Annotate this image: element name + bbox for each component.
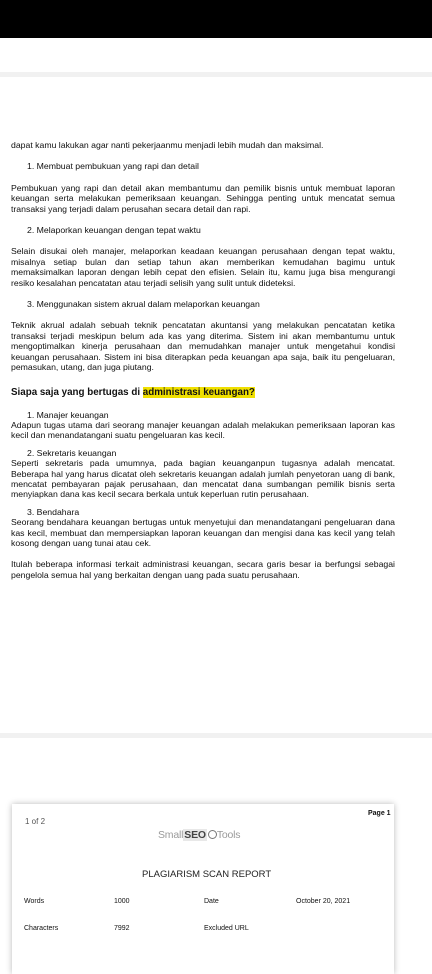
logo-small: Small [158,829,184,841]
point-1-paragraph: Pembukuan yang rapi dan detail akan membantumu dan pemilik bisnis untuk membuat laporan keuangan serta melakukan pemeriksaan keuangan. Sehingga penting untuk mencatat semua transaksi yang terjadi dalam perusahan secara detail dan rapi. [11,182,395,214]
intro-paragraph: dapat kamu lakukan agar nanti pekerjaanmu menjadi lebih mudah dan maksimal. [11,140,324,150]
smallseotools-logo [158,829,240,841]
point-3-label: 3. Menggunakan sistem akrual dalam melaporkan keuangan [27,299,260,310]
document-page [11,140,395,580]
logo-tools: Tools [216,829,241,841]
characters-label: Characters [24,925,59,932]
role-1-label: 1. Manajer keuangan [27,409,109,420]
magnifier-icon [208,830,217,839]
role-2-label: 2. Sekretaris keuangan [27,447,117,458]
excluded-url-label: Excluded URL [204,925,249,932]
date-value: October 20, 2021 [296,898,351,905]
page-separator-bottom [0,733,432,738]
point-3-paragraph: Teknik akrual adalah sebuah teknik pencatatan akuntansi yang melakukan pencatatan ketika transaksi terjadi meskipun belum ada kas yang diterima. Sistem ini akan membantumu untuk mengoptimalkan kinerja perusahaan dan memudahkan manajer untuk mengetahui kondisi keuangan perusahaan. Sistem ini bisa diterapkan peda keuangan apa saja, baik itu pengeluaran, pemasukan, utang, dan juga piutang. [11,320,395,373]
characters-value: 7992 [114,925,130,932]
point-1-label: 1. Membuat pembukuan yang rapi dan detail [27,161,199,172]
words-label: Words [24,898,45,905]
page-number: Page 1 [368,810,391,817]
role-3-paragraph: Seorang bendahara keuangan bertugas untuk menyetujui dan menandatangani pengeluaran dana kas kecil, membuat dan mempersiapkan laporan keuangan dan mengisi dana kas kecil yang telah kosong dengan uang tunai atau cek. [11,517,395,548]
closing-paragraph: Itulah beberapa informasi terkait administrasi keuangan, secara garis besar ia berfungsi sebagai pengelola semua hal yang berkaitan dengan uang pada suatu perusahaan. [11,559,395,580]
page-separator [0,72,432,77]
point-2-label: 2. Melaporkan keuangan dengan tepat waktu [27,225,201,236]
role-3-label: 3. Bendahara [27,506,80,517]
role-2-paragraph: Seperti sekretaris pada umumnya, pada bagian keuanganpun tugasnya adalah mencatat. Beberapa hal yang harus dicatat oleh sekretaris keuangan adalah jumlah penyetoran uang di bank, mencatat pembayaran pajak perusahaan, dan mencatat dana sumbangan pemilik bisnis serta menyiapkan dana kas kecil secara berkala untuk keperluan rutin perusahaan. [11,458,395,500]
logo-seo: SEO [184,829,206,841]
date-label: Date [204,898,219,905]
top-status-bar [0,0,432,38]
section-heading [11,387,395,399]
words-value: 1000 [114,898,130,905]
point-2-paragraph: Selain disukai oleh manajer, melaporkan keadaan keuangan perusahaan dengan tepat waktu, misalnya setiap bulan dan setiap tahun akan memberikan kemudahan bagimu untuk memaksimalkan laporan dengan lebih cepat den efisien. Selain itu, kamu juga bisa mengurangi resiko kesalahan pencatatan atau terjadi selisih yang sulit untuk dideteksi. [11,246,395,288]
page-count: 1 of 2 [25,817,46,826]
heading-prefix: Siapa saja yang bertugas di [11,386,143,398]
heading-highlight: administrasi keuangan? [142,386,255,398]
report-title: PLAGIARISM SCAN REPORT [142,869,272,880]
role-1-paragraph: Adapun tugas utama dari seorang manajer keuangan adalah melakukan pemeriksaan laporan kas kecil dan menandatangani suatu pengeluaran kas kecil. [11,419,395,441]
